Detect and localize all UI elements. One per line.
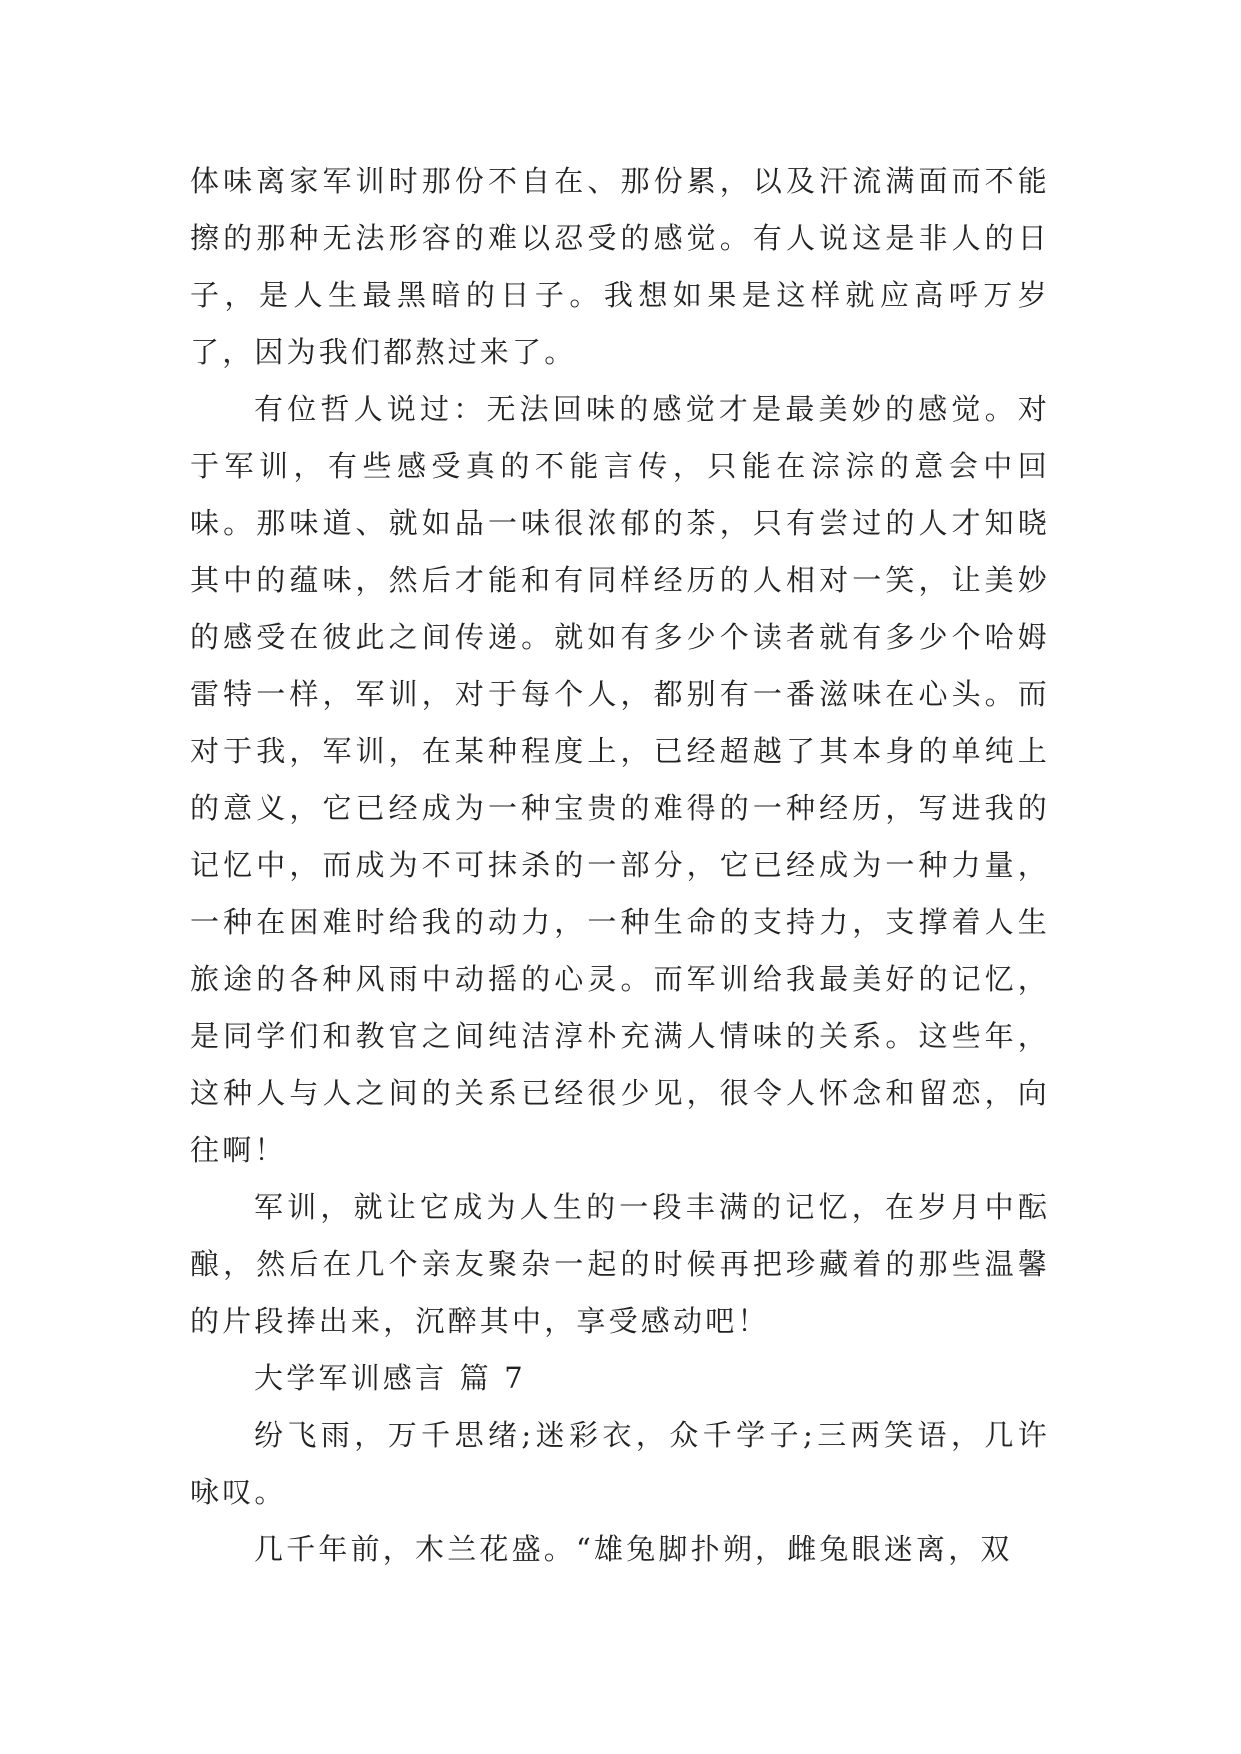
paragraph-2: 有位哲人说过：无法回味的感觉才是最美妙的感觉。对于军训，有些感受真的不能言传，只能在淙淙的意会中回味。那味道、就如品一味很浓郁的茶，只有尝过的人才知晓其中的蕴味，然后才能和有同样经历的人相对一笑，让美妙的感受在彼此之间传递。就如有多少个读者就有多少个哈姆雷特一样，军训，对于每个人，都别有一番滋味在心头。而对于我，军训，在某种程度上，已经超越了其本身的单纯上的意义，它已经成为一种宝贵的难得的一种经历，写进我的记忆中，而成为不可抹杀的一部分，它已经成为一种力量，一种在困难时给我的动力，一种生命的支持力，支撑着人生旅途的各种风雨中动摇的心灵。而军训给我最美好的记忆，是同学们和教官之间纯洁淳朴充满人情味的关系。这些年，这种人与人之间的关系已经很少见，很令人怀念和留恋，向往啊！ xyxy=(190,392,1050,1167)
document-body xyxy=(190,153,1050,1578)
paragraph-1: 体味离家军训时那份不自在、那份累，以及汗流满面而不能擦的那种无法形容的难以忍受的感觉。有人说这是非人的日子，是人生最黑暗的日子。我想如果是这样就应高呼万岁了，因为我们都熬过来了。 xyxy=(190,164,1050,369)
paragraph-3: 军训，就让它成为人生的一段丰满的记忆，在岁月中酝酿，然后在几个亲友聚杂一起的时候再把珍藏着的那些温馨的片段捧出来，沉醉其中，享受感动吧！ xyxy=(190,1190,1050,1338)
paragraph-4: 纷飞雨，万千思绪;迷彩衣，众千学子;三两笑语，几许咏叹。 xyxy=(190,1418,1050,1509)
paragraph-5: 几千年前，木兰花盛。“雄兔脚扑朔，雌兔眼迷离，双 xyxy=(254,1532,1013,1566)
section-heading: 大学军训感言 篇 7 xyxy=(254,1361,526,1395)
